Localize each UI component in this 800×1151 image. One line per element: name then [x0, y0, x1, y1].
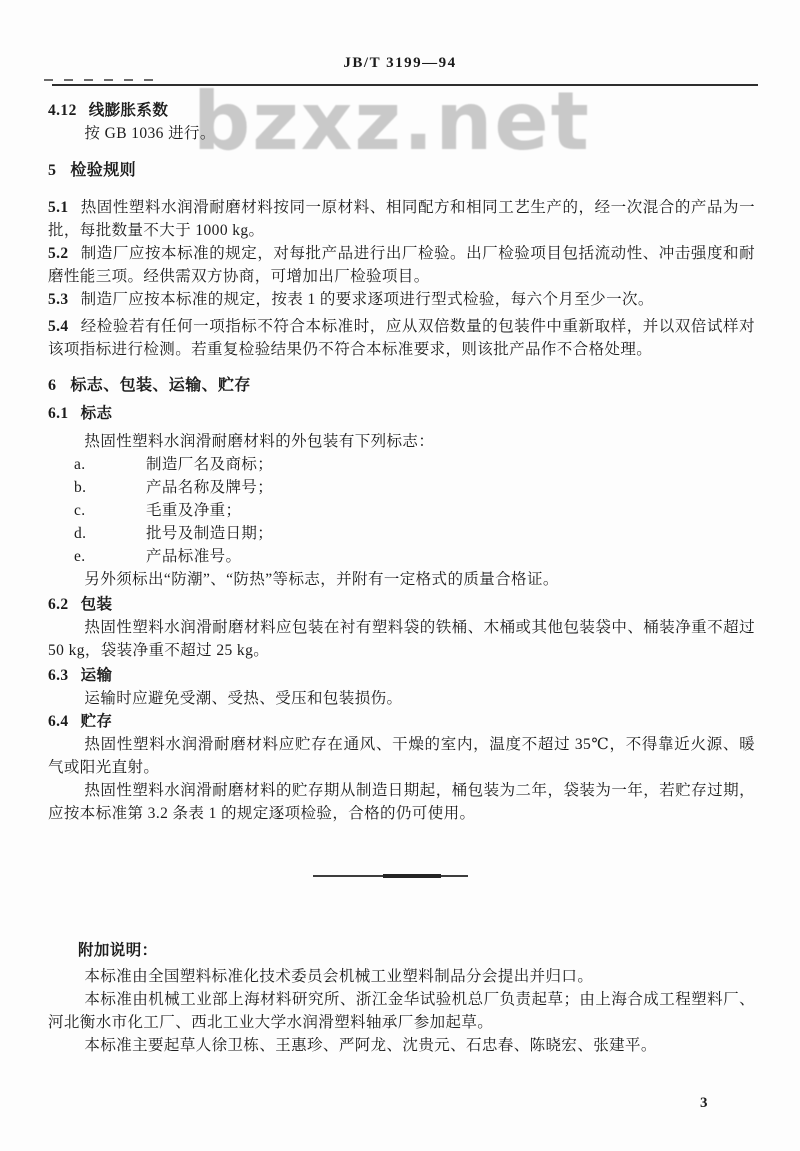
item-text: 批号及制造日期； — [146, 525, 274, 542]
clause-4-12-body: 按 GB 1036 进行。 — [84, 125, 216, 142]
marking-outro: 另外须标出“防潮”、“防热”等标志，并附有一定格式的质量合格证。 — [84, 571, 559, 588]
appendix-para-3: 本标准主要起草人徐卫栋、王惠珍、严阿龙、沈贵元、石忠春、陈晓宏、张建平。 — [84, 1037, 657, 1054]
section-title: 标志、包装、运输、贮存 — [70, 377, 251, 394]
clause-5-4 — [48, 315, 755, 361]
clause-number: 5.4 — [48, 318, 69, 335]
appendix-heading: 附加说明： — [78, 942, 158, 959]
marking-item-a — [48, 453, 755, 476]
clause-6-2-heading — [48, 593, 755, 616]
clause-number: 5.3 — [48, 291, 69, 308]
end-of-text-divider — [313, 875, 468, 877]
appendix-para-1: 本标准由全国塑料标准化技术委员会机械工业塑料制品分会提出并归口。 — [84, 968, 594, 985]
clause-number: 5.2 — [48, 245, 69, 262]
clause-title: 线膨胀系数 — [88, 102, 169, 119]
clause-text: 经检验若有任何一项指标不符合本标准时，应从双倍数量的包装件中重新取样，并以双倍试样对该项指标进行检测。若重复检验结果仍不符合本标准要求，则该批产品作不合格处理。 — [48, 318, 755, 358]
item-label: e. — [74, 548, 86, 565]
page-number: 3 — [700, 1095, 708, 1111]
clause-6-4-para-2: 热固性塑料水润滑耐磨材料的贮存期从制造日期起，桶包装为二年，袋装为一年，若贮存过期，应按本标准第 3.2 条表 1 的规定逐项检验，合格的仍可使用。 — [48, 782, 755, 822]
clause-title: 运输 — [80, 667, 113, 684]
standard-number-header: JB/T 3199—94 — [343, 55, 457, 71]
item-text: 产品名称及牌号； — [146, 479, 274, 496]
clause-text: 制造厂应按本标准的规定，按表 1 的要求逐项进行型式检验，每六个月至少一次。 — [80, 291, 654, 308]
marking-item-c — [48, 499, 755, 522]
marking-item-b — [48, 476, 755, 499]
section-5-heading — [48, 159, 755, 182]
section-title: 检验规则 — [70, 162, 137, 179]
marking-item-e — [48, 545, 755, 568]
header-rule — [52, 84, 758, 86]
marking-item-d — [48, 522, 755, 545]
clause-5-2 — [48, 242, 755, 288]
appendix-para-2: 本标准由机械工业部上海材料研究所、浙江金华试验机总厂负责起草；由上海合成工程塑料厂、河北衡水市化工厂、西北工业大学水润滑塑料轴承厂参加起草。 — [48, 991, 755, 1031]
item-label: c. — [74, 502, 86, 519]
clause-title: 贮存 — [80, 713, 113, 730]
section-6-heading — [48, 374, 755, 397]
clause-title: 标志 — [80, 405, 113, 422]
clause-number: 5.1 — [48, 199, 69, 216]
clause-number: 6.3 — [48, 667, 69, 684]
clause-text: 制造厂应按本标准的规定，对每批产品进行出厂检验。出厂检验项目包括流动性、冲击强度和耐磨性能三项。经供需双方协商，可增加出厂检验项目。 — [48, 245, 755, 285]
clause-6-1-heading — [48, 402, 755, 425]
item-text: 制造厂名及商标； — [146, 456, 274, 473]
clause-6-2-body: 热固性塑料水润滑耐磨材料应包装在衬有塑料袋的铁桶、木桶或其他包装袋中、桶装净重不超过 50 kg，袋装净重不超过 25 kg。 — [48, 619, 755, 659]
clause-number: 4.12 — [48, 102, 77, 119]
clause-5-3 — [48, 288, 755, 311]
item-label: b. — [74, 479, 87, 496]
clause-6-4-heading — [48, 710, 755, 733]
section-number: 5 — [48, 162, 57, 179]
clause-number: 6.4 — [48, 713, 69, 730]
clause-6-3-heading — [48, 664, 755, 687]
item-label: d. — [74, 525, 87, 542]
item-text: 毛重及净重； — [146, 502, 242, 519]
clause-5-1 — [48, 196, 755, 242]
clause-title: 包装 — [80, 596, 113, 613]
clause-number: 6.1 — [48, 405, 69, 422]
document-body — [0, 75, 800, 1057]
clause-6-3-body: 运输时应避免受潮、受热、受压和包装损伤。 — [84, 690, 403, 707]
clause-4-12-heading — [48, 99, 755, 122]
item-text: 产品标准号。 — [146, 548, 242, 565]
clause-number: 6.2 — [48, 596, 69, 613]
site-watermark: bzxz.net — [193, 75, 591, 168]
marking-intro: 热固性塑料水润滑耐磨材料的外包装有下列标志： — [84, 433, 435, 450]
clause-6-4-para-1: 热固性塑料水润滑耐磨材料应贮存在通风、干燥的室内，温度不超过 35℃，不得靠近火源、暖气或阳光直射。 — [48, 736, 755, 776]
item-label: a. — [74, 456, 86, 473]
section-number: 6 — [48, 377, 57, 394]
clause-text: 热固性塑料水润滑耐磨材料按同一原材料、相同配方和相同工艺生产的，经一次混合的产品为一批，每批数量不大于 1000 kg。 — [48, 199, 755, 239]
